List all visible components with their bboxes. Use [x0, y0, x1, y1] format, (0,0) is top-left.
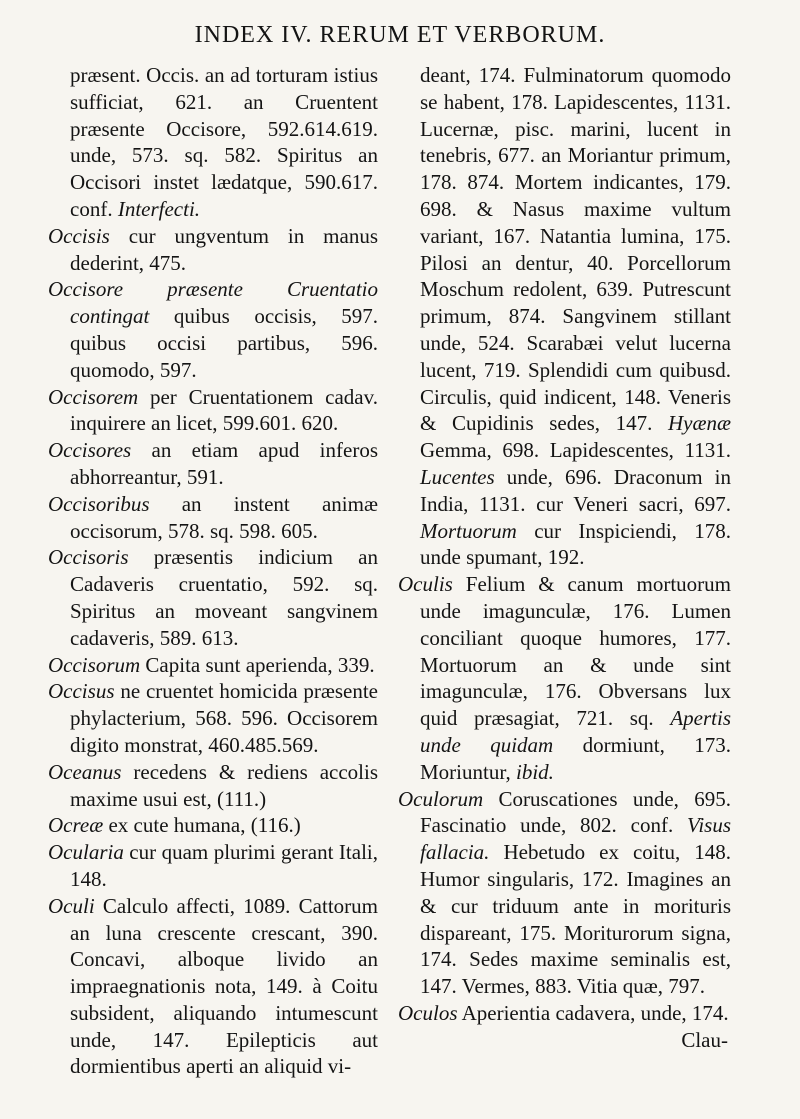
- index-entry: [48, 839, 378, 893]
- index-entry: [48, 276, 378, 383]
- index-entry: [48, 384, 378, 438]
- entry-text: Capita sunt aperienda, 339.: [140, 652, 375, 677]
- right-column: [398, 62, 731, 1079]
- page-title: INDEX IV. RERUM ET VERBORUM.: [194, 22, 606, 48]
- index-entry: [48, 678, 378, 758]
- entry-headword: Occisis: [48, 223, 110, 248]
- index-entry: [398, 571, 731, 785]
- entry-text: ex cute humana, (116.): [103, 813, 301, 838]
- entry-text: Aperientia cadavera, unde, 174.: [457, 1000, 729, 1025]
- entry-text: per Cruentationem cadav. inquirere an licet, 599.601. 620.: [70, 384, 378, 436]
- index-entry: [398, 1000, 731, 1027]
- entry-headword: Occisore præsente Cruentatio contingat: [48, 277, 378, 329]
- entry-text: unde, 696. Draconum in India, 1131. cur Veneri sacri, 697.: [420, 464, 731, 516]
- entry-headword: Occisoris: [48, 545, 129, 570]
- entry-text: an etiam apud inferos abhorreantur, 591.: [70, 438, 378, 489]
- index-entry: [48, 812, 378, 839]
- entry-italic: Mortuorum: [420, 518, 517, 543]
- entry-text: præsent. Occis. an ad torturam istius sufficiat, 621. an Cruentent præsente Occisore, 592.614.619. unde, 573. sq. 582. Spiritus an Occisori instet lædatque, 590.617. conf.: [70, 63, 378, 221]
- entry-headword: Occisorem: [48, 384, 139, 409]
- entry-italic: ibid.: [516, 759, 554, 784]
- entry-text: Hebetudo ex coitu, 148. Humor singularis, 172. Imagines an & cur triduum ante in morituris dispareant, 175. Moriturorum signa, 174. Sedes maxime seminalis est, 147. Vermes, 883. Vitia quæ, 797.: [420, 840, 731, 999]
- entry-text: Felium & canum mortuorum unde imagunculæ, 176. Lumen conciliant quoque humores, 177. Mortuorum an & unde sint imagunculæ, 176. Obversans lux quid præsagiat, 721. sq.: [420, 572, 731, 731]
- entry-text: præsentis indicium an Cadaveris cruentatio, 592. sq. Spiritus an moveant sangvinem cadaveris, 589. 613.: [70, 545, 378, 650]
- entry-text: cur ungventum in manus dederint, 475.: [70, 223, 378, 275]
- index-entry: [48, 437, 378, 491]
- entry-headword: Oceanus: [48, 759, 122, 784]
- index-entry: [48, 62, 378, 223]
- catchword: Clau-: [681, 1028, 728, 1052]
- entry-italic: Apertis unde quidam: [420, 706, 731, 757]
- index-entry: [398, 62, 731, 571]
- index-entry: [398, 786, 731, 1000]
- entry-headword: Occisus: [48, 679, 115, 704]
- entry-text: Coruscationes unde, 695. Fascinatio unde, 802. conf.: [420, 786, 731, 838]
- entry-text: cur Inspiciendi, 178. unde spumant, 192.: [420, 518, 731, 570]
- entry-italic: Lucentes: [420, 464, 495, 489]
- entry-headword: Occisoribus: [48, 491, 150, 516]
- entry-headword: Occisores: [48, 438, 132, 463]
- index-entry: [48, 544, 378, 651]
- entry-text: quibus occisis, 597. quibus occisi partibus, 596. quomodo, 597.: [70, 304, 378, 382]
- entry-text: recedens & rediens accolis maxime usui est, (111.): [70, 759, 378, 811]
- entry-crossref: Interfecti.: [117, 196, 201, 221]
- entry-italic: Hyænæ: [668, 411, 731, 436]
- entry-text: deant, 174. Fulminatorum quomodo se habent, 178. Lapidescentes, 1131. Lucernæ, pisc. marini, lucent in tenebris, 677. an Moriantur primum, 178. 874. Mortem indicantes, 179. 698. & Nasus maxime vultum variant, 167. Natantia lumina, 175. Pilosi an dentur, 40. Porcellorum Moschum redolent, 639. Putrescunt primum, 874. Sangvinem stillant unde, 524. Scarabæi velut lucerna lucent, 719. Splendidi cum quibusd. Circulis, quid indicent, 148. Veneris & Cupidinis sedes, 147.: [420, 63, 731, 436]
- index-entry: [48, 759, 378, 813]
- index-entry: [48, 491, 378, 545]
- entry-text: dormiunt, 173. Moriuntur,: [420, 732, 731, 784]
- entry-headword: Oculi: [48, 893, 95, 918]
- entry-headword: Oculis: [398, 572, 453, 597]
- entry-text: an instent animæ occisorum, 578. sq. 598. 605.: [70, 491, 378, 543]
- entry-headword: Ocularia: [48, 840, 124, 865]
- entry-text: Calculo affecti, 1089. Cattorum an luna crescente crescant, 390. Concavi, alboque livido an impraegnationis nota, 149. à Coitu subsident, aliquando intumescunt unde, 147. Epilepticis aut dormientibus aperti an aliquid vi-: [70, 893, 378, 1079]
- index-entry: [48, 652, 378, 679]
- entry-italic: Visus fallacia.: [420, 813, 731, 865]
- index-entry: [48, 893, 378, 1081]
- entry-text: Gemma, 698. Lapidescentes, 1131.: [420, 438, 731, 463]
- entry-text: cur quam plurimi gerant Itali, 148.: [70, 840, 378, 891]
- left-column: [48, 62, 378, 1079]
- entry-headword: Oculos: [398, 1000, 458, 1025]
- entry-headword: Occisorum: [48, 652, 141, 677]
- entry-text: ne cruentet homicida præsente phylacterium, 568. 596. Occisorem digito monstrat, 460.485.569.: [70, 679, 378, 757]
- index-entry: [48, 223, 378, 277]
- entry-headword: Oculorum: [398, 786, 484, 811]
- entry-headword: Ocreæ: [48, 813, 104, 838]
